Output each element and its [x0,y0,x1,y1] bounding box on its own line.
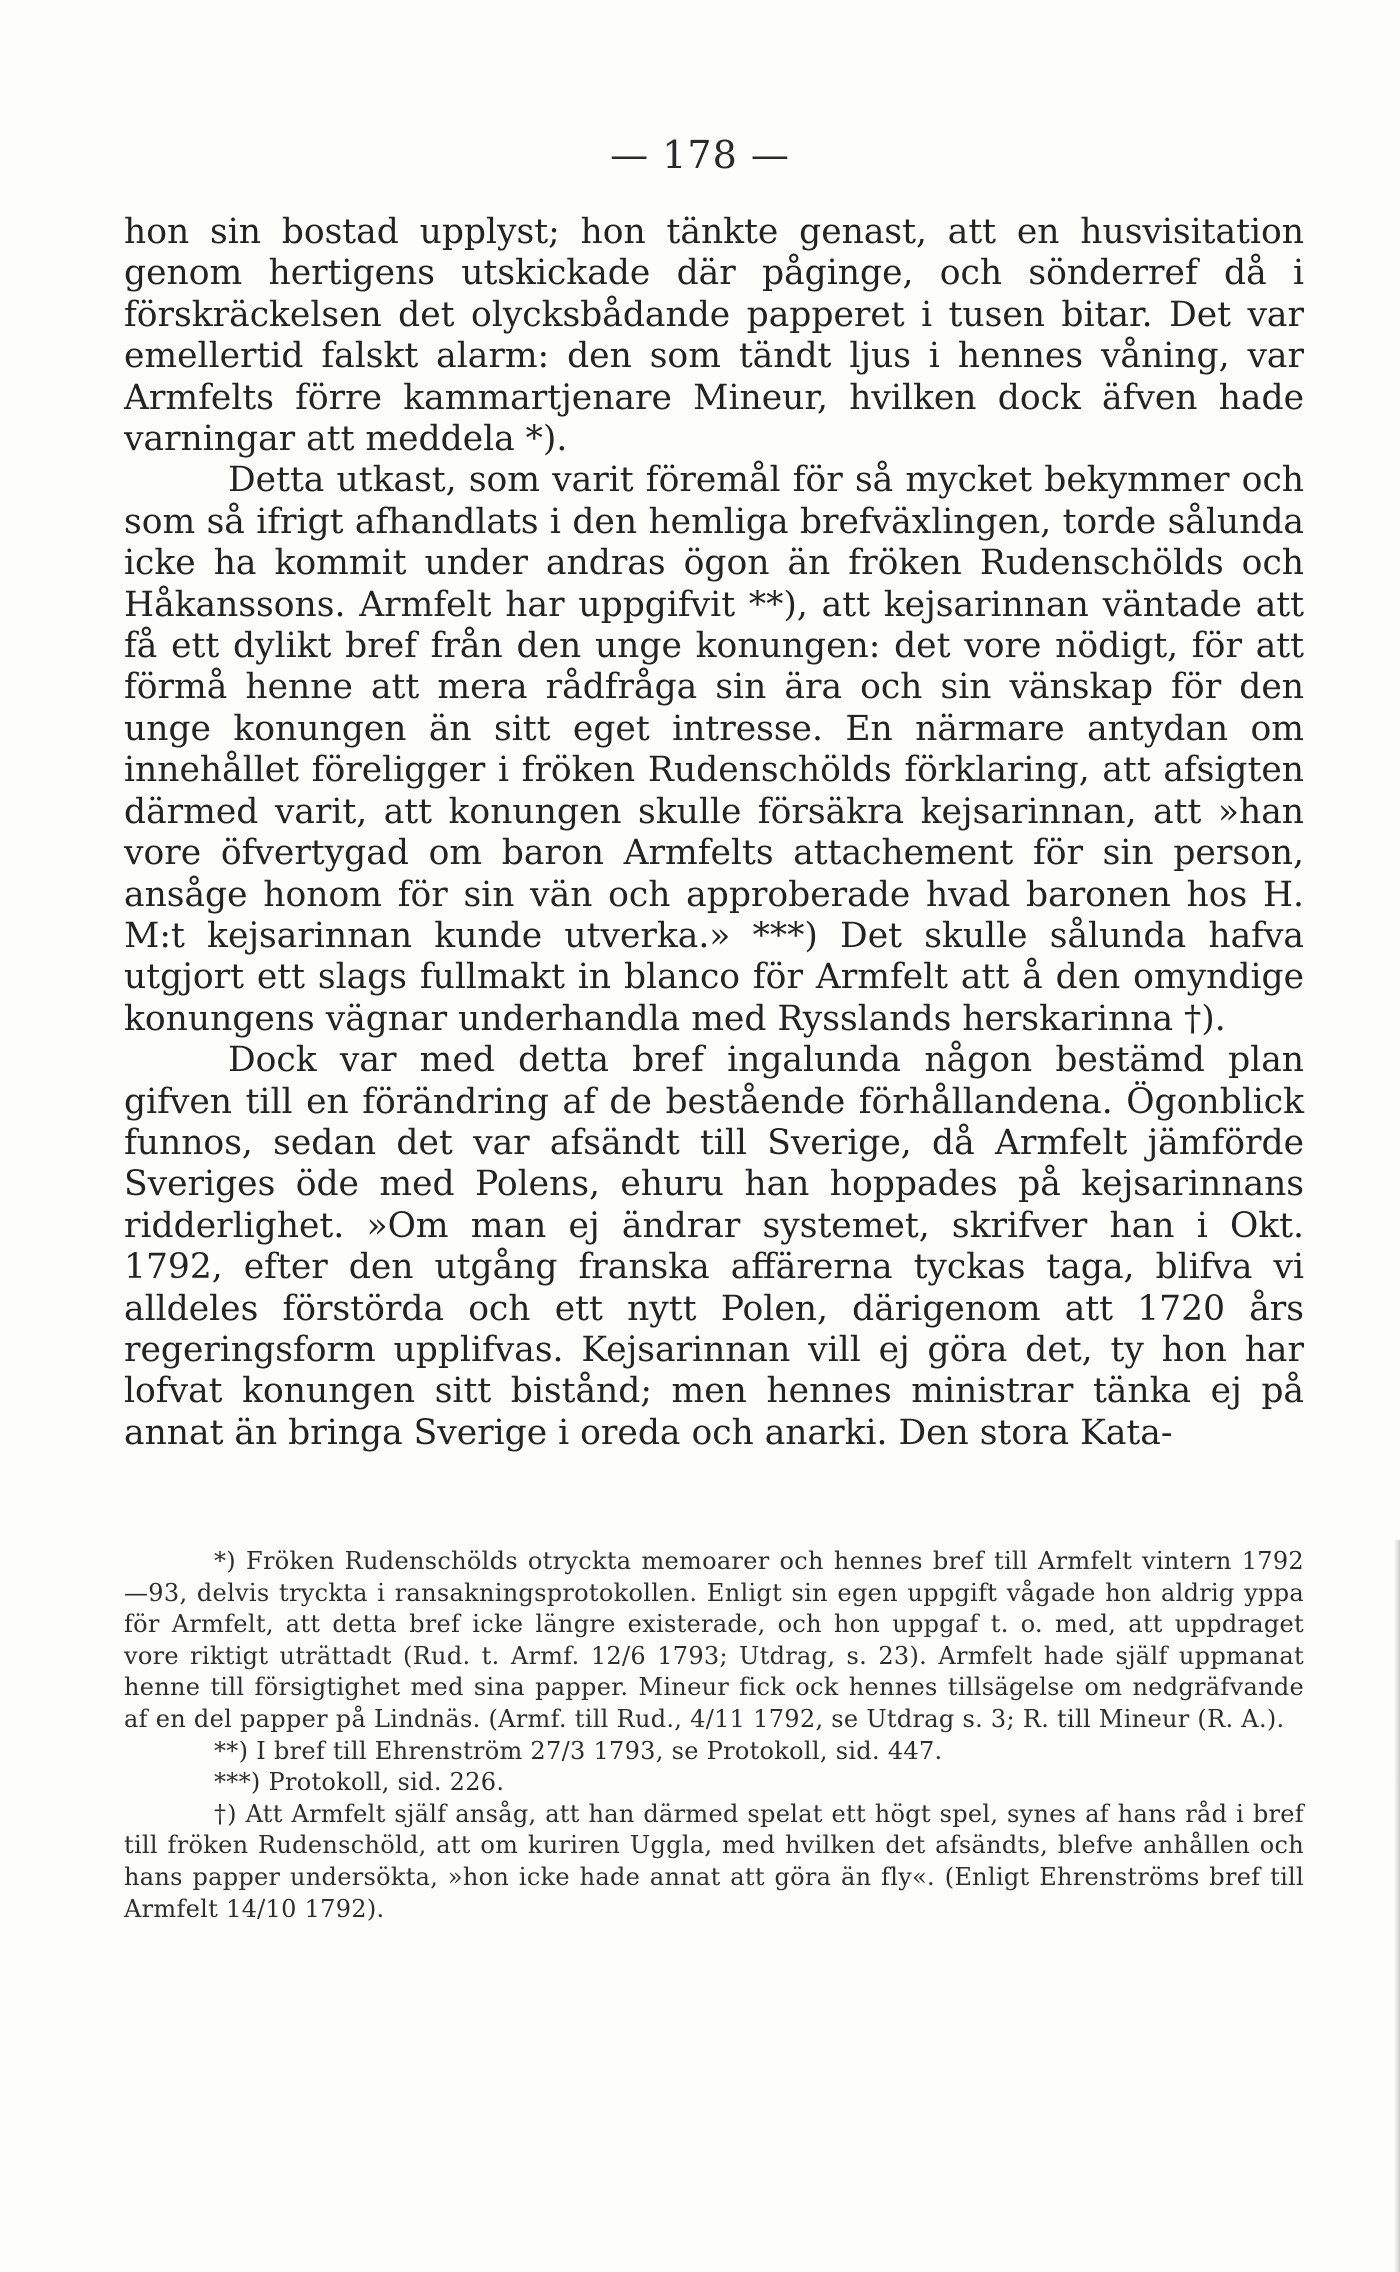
main-text [124,212,1304,1454]
footnote: **) I bref till Ehrenström 27/3 1793, se Protokoll, sid. 447. [214,1736,943,1765]
footnote: †) Att Armfelt själf ansåg, att han därmed spelat ett högt spel, synes af hans råd i bref till fröken Rudenschöld, att om kuriren Uggla, med hvilken det afsändts, blefve anhållen och hans papper undersökta, »hon icke hade annat att göra än fly«. (Enligt Ehrenströms bref till Armfelt 14/10 1792). [124,1799,1304,1923]
paragraph: Dock var med detta bref ingalunda någon bestämd plan gifven till en förändring af de bestående förhållandena. Ögonblick funnos, sedan det var afsändt till Sverige, då Armfelt jämförde Sveriges öde med Polens, ehuru han hoppades på kejsarinnans ridderlighet. »Om man ej ändrar systemet, skrifver han i Okt. 1792, efter den utgång franska affärerna tyckas taga, blifva vi alldeles förstörda och ett nytt Polen, därigenom att 1720 års regeringsform upplifvas. Kejsarinnan vill ej göra det, ty hon har lofvat konungen sitt bistånd; men hennes ministrar tänka ej på annat än bringa Sverige i oreda och anarki. Den stora Kata- [124,1040,1304,1453]
page-number: — 178 — [610,133,790,177]
footnotes [124,1546,1304,1925]
paragraph: hon sin bostad upplyst; hon tänkte genast, att en husvisitation genom hertigens utskickade där påginge, och sönderref då i förskräckelsen det olycksbådande papperet i tusen bitar. Det var emellertid falskt alarm: den som tändt ljus i hennes våning, var Armfelts förre kammartjenare Mineur, hvilken dock äfven hade varningar att meddela *). [124,212,1304,460]
page-edge-shadow [1394,1540,1400,2272]
paragraph: Detta utkast, som varit föremål för så mycket bekymmer och som så ifrigt afhandlats i den hemliga brefväxlingen, torde sålunda icke ha kommit under andras ögon än fröken Rudenschölds och Håkanssons. Armfelt har uppgifvit **), att kejsarinnan väntade att få ett dylikt bref från den unge konungen: det vore nödigt, för att förmå henne att mera rådfråga sin ära och sin vänskap för den unge konungen än sitt eget intresse. En närmare antydan om innehållet föreligger i fröken Rudenschölds förklaring, att afsigten därmed varit, att konungen skulle försäkra kejsarinnan, att »han vore öfvertygad om baron Armfelts attachement för sin person, ansåge honom för sin vän och approberade hvad baronen hos H. M:t kejsarinnan kunde utverka.» ***) Det skulle sålunda hafva utgjort ett slags fullmakt in blanco för Armfelt att å den omyndige konungens vägnar underhandla med Rysslands herskarinna †). [124,460,1304,1039]
footnote: *) Fröken Rudenschölds otryckta memoarer och hennes bref till Armfelt vintern 1792—93, delvis tryckta i ransakningsprotokollen. Enligt sin egen uppgift vågade hon aldrig yppa för Armfelt, att detta bref icke längre existerade, och hon uppgaf t. o. med, att uppdraget vore riktigt uträttadt (Rud. t. Armf. 12/6 1793; Utdrag, s. 23). Armfelt hade själf uppmanat henne till försigtighet med sina papper. Mineur fick ock hennes tillsägelse om nedgräfvande af en del papper på Lindnäs. (Armf. till Rud., 4/11 1792, se Utdrag s. 3; R. till Mineur (R. A.). [124,1547,1304,1733]
footnote: ***) Protokoll, sid. 226. [214,1768,505,1797]
